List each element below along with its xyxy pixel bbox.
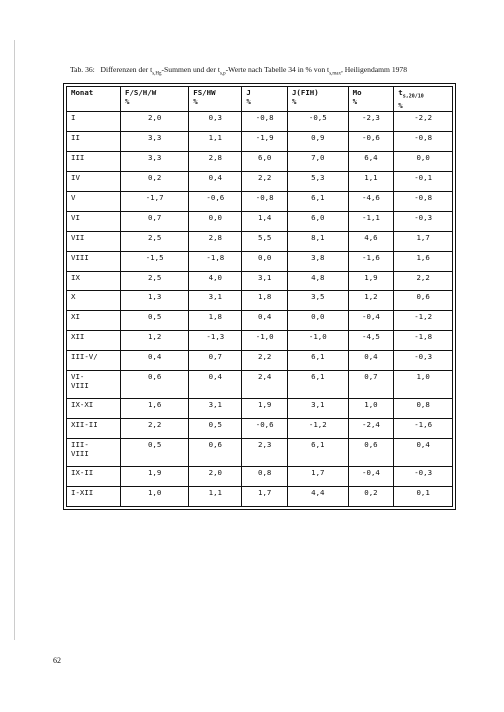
value-cell: 0,3 — [189, 112, 242, 132]
table-row — [67, 438, 453, 466]
caption-prefix: Tab. 36: — [70, 65, 95, 74]
table-row — [67, 399, 453, 419]
value-cell: 1,1 — [189, 486, 242, 506]
page-number: 62 — [53, 656, 61, 665]
table-row — [67, 192, 453, 212]
value-cell: -1,6 — [394, 418, 453, 438]
value-cell: -2,3 — [348, 112, 394, 132]
value-cell: 3,1 — [189, 291, 242, 311]
value-cell: 0,7 — [121, 211, 189, 231]
month-cell: III-V/ — [67, 351, 121, 371]
value-cell: 1,9 — [348, 271, 394, 291]
value-cell: -1,2 — [394, 311, 453, 331]
value-cell: 6,1 — [287, 192, 348, 212]
header-j-fih: J(FIH) % — [287, 87, 348, 112]
value-cell: 1,8 — [242, 291, 288, 311]
value-cell: 0,5 — [121, 438, 189, 466]
value-cell: -0,8 — [242, 112, 288, 132]
value-cell: 2,8 — [189, 231, 242, 251]
value-cell: 1,0 — [394, 371, 453, 399]
table-row — [67, 211, 453, 231]
value-cell: -1,1 — [348, 211, 394, 231]
value-cell: 2,8 — [189, 152, 242, 172]
table-row — [67, 251, 453, 271]
month-cell: V — [67, 192, 121, 212]
value-cell: 2,5 — [121, 231, 189, 251]
value-cell: 6,0 — [242, 152, 288, 172]
value-cell: 0,8 — [394, 399, 453, 419]
month-cell: I — [67, 112, 121, 132]
value-cell: 0,4 — [348, 351, 394, 371]
value-cell: 1,9 — [121, 466, 189, 486]
value-cell: 2,2 — [121, 418, 189, 438]
value-cell: 1,1 — [189, 132, 242, 152]
table-row — [67, 351, 453, 371]
value-cell: 5,5 — [242, 231, 288, 251]
value-cell: 6,0 — [287, 211, 348, 231]
value-cell: 0,0 — [189, 211, 242, 231]
month-cell: II — [67, 132, 121, 152]
value-cell: 3,1 — [287, 399, 348, 419]
value-cell: 1,8 — [189, 311, 242, 331]
caption-part2: -Summen und der t — [161, 65, 220, 74]
caption-sub3: s,max — [329, 71, 341, 77]
value-cell: 1,0 — [121, 486, 189, 506]
value-cell: 4,8 — [287, 271, 348, 291]
value-cell: 6,1 — [287, 438, 348, 466]
value-cell: -4,5 — [348, 331, 394, 351]
value-cell: 8,1 — [287, 231, 348, 251]
value-cell: -1,8 — [394, 331, 453, 351]
value-cell: 6,4 — [348, 152, 394, 172]
value-cell: -0,6 — [348, 132, 394, 152]
month-cell: X — [67, 291, 121, 311]
value-cell: -1,3 — [189, 331, 242, 351]
value-cell: 3,1 — [242, 271, 288, 291]
value-cell: -0,5 — [287, 112, 348, 132]
month-cell: XII-II — [67, 418, 121, 438]
month-cell: I-XII — [67, 486, 121, 506]
value-cell: 1,6 — [394, 251, 453, 271]
month-cell: IX-XI — [67, 399, 121, 419]
value-cell: 0,4 — [242, 311, 288, 331]
value-cell: 1,2 — [348, 291, 394, 311]
value-cell: 0,6 — [189, 438, 242, 466]
table-row — [67, 231, 453, 251]
value-cell: -1,0 — [287, 331, 348, 351]
table-row — [67, 152, 453, 172]
month-cell: VI — [67, 211, 121, 231]
table-row — [67, 132, 453, 152]
month-cell: VII — [67, 231, 121, 251]
caption-part4: , Heiligendamm 1978 — [341, 65, 408, 74]
value-cell: 2,2 — [242, 351, 288, 371]
value-cell: -1,8 — [189, 251, 242, 271]
table-row — [67, 271, 453, 291]
table-row — [67, 371, 453, 399]
header-mo: Mo % — [348, 87, 394, 112]
value-cell: 2,2 — [394, 271, 453, 291]
value-cell: -0,6 — [189, 192, 242, 212]
value-cell: 1,7 — [242, 486, 288, 506]
value-cell: 0,7 — [348, 371, 394, 399]
value-cell: -1,6 — [348, 251, 394, 271]
header-j: J % — [242, 87, 288, 112]
value-cell: 0,4 — [394, 438, 453, 466]
value-cell: 4,6 — [348, 231, 394, 251]
value-cell: -0,8 — [242, 192, 288, 212]
caption-sub1: s,Hg — [152, 71, 162, 77]
caption-part3: -Werte nach Tabelle 34 in % von t — [225, 65, 330, 74]
value-cell: -0,3 — [394, 211, 453, 231]
value-cell: -1,0 — [242, 331, 288, 351]
month-cell: IX — [67, 271, 121, 291]
value-cell: -4,6 — [348, 192, 394, 212]
value-cell: -0,3 — [394, 351, 453, 371]
table-row — [67, 466, 453, 486]
header-fshw: F/S/H/W % — [121, 87, 189, 112]
data-table — [66, 86, 453, 507]
caption-sub2: s,p — [219, 71, 226, 77]
table-caption — [70, 65, 470, 77]
value-cell: 0,6 — [394, 291, 453, 311]
value-cell: 0,5 — [121, 311, 189, 331]
table-row — [67, 418, 453, 438]
value-cell: 2,0 — [121, 112, 189, 132]
value-cell: 5,3 — [287, 172, 348, 192]
month-cell: IX-II — [67, 466, 121, 486]
value-cell: 0,4 — [189, 172, 242, 192]
table-row — [67, 331, 453, 351]
scan-margin-line — [14, 40, 15, 640]
value-cell: 0,2 — [121, 172, 189, 192]
value-cell: 0,4 — [189, 371, 242, 399]
value-cell: 3,5 — [287, 291, 348, 311]
value-cell: 0,0 — [394, 152, 453, 172]
month-cell: XII — [67, 331, 121, 351]
value-cell: 6,1 — [287, 371, 348, 399]
value-cell: 2,5 — [121, 271, 189, 291]
month-cell: III- VIII — [67, 438, 121, 466]
value-cell: 7,0 — [287, 152, 348, 172]
value-cell: 0,6 — [121, 371, 189, 399]
value-cell: -0,4 — [348, 466, 394, 486]
value-cell: -0,8 — [394, 192, 453, 212]
value-cell: 1,6 — [121, 399, 189, 419]
value-cell: -0,8 — [394, 132, 453, 152]
value-cell: -0,1 — [394, 172, 453, 192]
value-cell: 3,3 — [121, 132, 189, 152]
value-cell: 1,1 — [348, 172, 394, 192]
value-cell: 1,4 — [242, 211, 288, 231]
value-cell: -2,2 — [394, 112, 453, 132]
value-cell: 0,9 — [287, 132, 348, 152]
header-row — [67, 87, 453, 112]
value-cell: 0,6 — [348, 438, 394, 466]
month-cell: VIII — [67, 251, 121, 271]
value-cell: -1,2 — [287, 418, 348, 438]
value-cell: -2,4 — [348, 418, 394, 438]
table-row — [67, 112, 453, 132]
value-cell: -0,3 — [394, 466, 453, 486]
value-cell: -0,6 — [242, 418, 288, 438]
value-cell: 1,0 — [348, 399, 394, 419]
value-cell: -1,5 — [121, 251, 189, 271]
value-cell: 0,0 — [287, 311, 348, 331]
value-cell: 2,3 — [242, 438, 288, 466]
value-cell: 1,7 — [287, 466, 348, 486]
value-cell: 3,3 — [121, 152, 189, 172]
table-body — [67, 112, 453, 506]
value-cell: 6,1 — [287, 351, 348, 371]
value-cell: 3,8 — [287, 251, 348, 271]
value-cell: 2,2 — [242, 172, 288, 192]
table-row — [67, 172, 453, 192]
caption-part1: Differenzen der t — [100, 65, 153, 74]
month-cell: IV — [67, 172, 121, 192]
month-cell: III — [67, 152, 121, 172]
table-row — [67, 291, 453, 311]
table-row — [67, 311, 453, 331]
header-monat: Monat — [67, 87, 121, 112]
value-cell: 0,2 — [348, 486, 394, 506]
value-cell: 0,8 — [242, 466, 288, 486]
value-cell: -1,9 — [242, 132, 288, 152]
value-cell: 1,9 — [242, 399, 288, 419]
value-cell: 2,4 — [242, 371, 288, 399]
value-cell: 0,0 — [242, 251, 288, 271]
value-cell: 2,0 — [189, 466, 242, 486]
value-cell: -0,4 — [348, 311, 394, 331]
value-cell: 1,3 — [121, 291, 189, 311]
value-cell: 0,7 — [189, 351, 242, 371]
value-cell: 0,4 — [121, 351, 189, 371]
value-cell: 4,0 — [189, 271, 242, 291]
month-cell: VI- VIII — [67, 371, 121, 399]
value-cell: 1,2 — [121, 331, 189, 351]
table-row — [67, 486, 453, 506]
header-ts: $t_{s,20/10}$ % — [394, 87, 453, 112]
value-cell: -1,7 — [121, 192, 189, 212]
value-cell: 0,1 — [394, 486, 453, 506]
header-fs-hw: FS/HW % — [189, 87, 242, 112]
value-cell: 1,7 — [394, 231, 453, 251]
value-cell: 4,4 — [287, 486, 348, 506]
value-cell: 0,5 — [189, 418, 242, 438]
value-cell: 3,1 — [189, 399, 242, 419]
month-cell: XI — [67, 311, 121, 331]
